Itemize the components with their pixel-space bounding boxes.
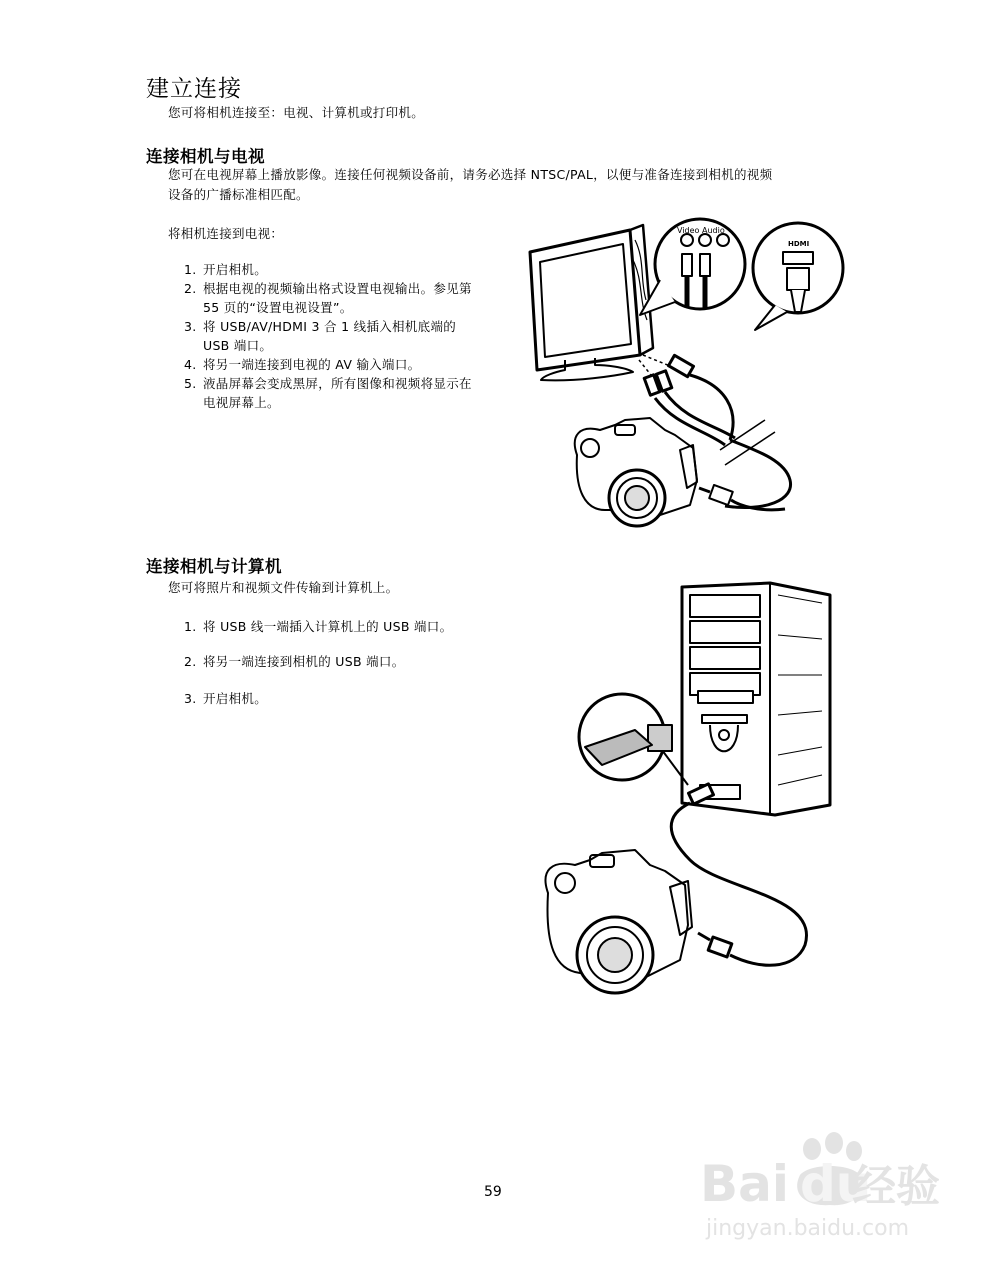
list-item — [184, 355, 524, 374]
list-item — [184, 317, 524, 336]
list-item — [184, 374, 524, 393]
step-text: 开启相机。 — [203, 262, 268, 277]
tv-monitor-icon — [530, 225, 653, 380]
page-intro: 您可将相机连接至：电视、计算机或打印机。 — [168, 105, 425, 120]
tv-connection-illustration — [525, 220, 845, 530]
step-number: 1. — [184, 619, 197, 634]
audio-jack-label: Audio — [702, 226, 725, 235]
tv-section-heading: 连接相机与电视 — [146, 147, 265, 166]
watermark-brand-en: Bai — [700, 1155, 789, 1213]
step-text: 开启相机。 — [203, 691, 268, 706]
tv-steps-list — [184, 260, 524, 412]
step-number: 2. — [184, 654, 197, 669]
camera-icon — [546, 850, 692, 993]
step-text: 根据电视的视频输出格式设置电视输出。参见第 — [203, 281, 472, 296]
step-text-continued: 55 页的“设置电视设置”。 — [203, 300, 353, 315]
pc-connection-illustration — [530, 575, 850, 1015]
tv-section-paragraph — [168, 165, 772, 205]
baidu-watermark — [700, 1135, 960, 1245]
tv-paragraph-line: 您可在电视屏幕上播放影像。连接任何视频设备前，请务必选择 NTSC/PAL，以便与准备连接到相机的视频 — [168, 167, 773, 182]
pc-section-heading: 连接相机与计算机 — [146, 557, 282, 576]
tv-paragraph-line: 设备的广播标准相匹配。 — [168, 187, 309, 202]
step-number: 3. — [184, 319, 197, 334]
step-text: 液晶屏幕会变成黑屏，所有图像和视频将显示在 — [203, 376, 472, 391]
video-jack-label: Video — [677, 226, 700, 235]
list-item — [184, 652, 405, 671]
step-number: 1. — [184, 262, 197, 277]
page-title: 建立连接 — [146, 76, 242, 102]
list-item — [184, 260, 524, 279]
pc-lead: 您可将照片和视频文件传输到计算机上。 — [168, 580, 399, 595]
page-number: 59 — [484, 1184, 502, 1200]
step-text: 将另一端连接到相机的 USB 端口。 — [203, 654, 405, 669]
list-item — [184, 689, 267, 708]
list-item — [184, 617, 452, 636]
step-text-continued: 电视屏幕上。 — [203, 395, 280, 410]
step-number: 3. — [184, 691, 197, 706]
tv-lead: 将相机连接到电视： — [168, 226, 284, 241]
watermark-url: jingyan.baidu.com — [706, 1216, 910, 1241]
watermark-brand-du: du — [800, 1155, 872, 1213]
step-text: 将 USB/AV/HDMI 3 合 1 线插入相机底端的 — [203, 319, 457, 334]
list-item — [184, 279, 524, 298]
step-text: 将 USB 线一端插入计算机上的 USB 端口。 — [203, 619, 453, 634]
computer-tower-icon — [682, 583, 830, 815]
camera-icon — [575, 418, 785, 526]
hdmi-label: HDMI — [788, 240, 810, 248]
usb-port-inset-icon — [579, 694, 688, 785]
step-number: 2. — [184, 281, 197, 296]
step-text: 将另一端连接到电视的 AV 输入端口。 — [203, 357, 421, 372]
step-number: 5. — [184, 376, 197, 391]
step-text-continued: USB 端口。 — [203, 338, 273, 353]
step-number: 4. — [184, 357, 197, 372]
watermark-brand-cn: 经验 — [852, 1161, 940, 1212]
